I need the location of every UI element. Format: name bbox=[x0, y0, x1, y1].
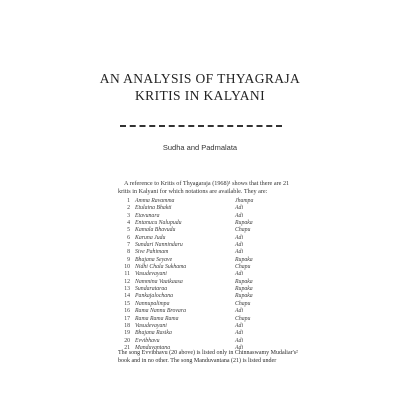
kriti-tala: Chapu bbox=[235, 227, 251, 234]
kriti-name: Sundarataraa bbox=[135, 286, 168, 293]
kriti-tala: Adi bbox=[235, 242, 244, 249]
kriti-number: 15 bbox=[124, 300, 130, 307]
kriti-number: 17 bbox=[124, 315, 130, 322]
kriti-name: Bhajana Rasika bbox=[135, 330, 172, 337]
kriti-name: Nidhi Chala Sukhama bbox=[135, 264, 187, 271]
kriti-row bbox=[118, 286, 278, 293]
kriti-row bbox=[118, 249, 278, 256]
kriti-row bbox=[118, 242, 278, 249]
kriti-row bbox=[118, 264, 278, 271]
kriti-row bbox=[118, 271, 278, 278]
intro-line-2: kritis in Kalyani for which notations are available. They are: bbox=[118, 188, 268, 195]
kriti-number: 5 bbox=[127, 227, 130, 234]
kriti-tala: Rupaka bbox=[235, 286, 253, 293]
kriti-row bbox=[118, 323, 278, 330]
kriti-number: 6 bbox=[127, 234, 130, 241]
kriti-number: 4 bbox=[127, 220, 130, 227]
kriti-tala: Adi bbox=[235, 344, 244, 351]
kriti-tala: Chapu bbox=[235, 300, 251, 307]
kriti-row bbox=[118, 330, 278, 337]
kriti-number: 19 bbox=[124, 330, 130, 337]
kriti-name: Rama Rama Rama bbox=[135, 315, 179, 322]
kriti-name: Manduvantana bbox=[135, 344, 171, 351]
kriti-name: Kamala Bhavudu bbox=[135, 227, 176, 234]
kriti-tala: Adi bbox=[235, 205, 244, 212]
authors: Sudha and Padmalata bbox=[162, 143, 238, 152]
kriti-tala: Adi bbox=[235, 322, 244, 329]
kriti-number: 18 bbox=[124, 322, 130, 329]
kriti-row bbox=[118, 235, 278, 242]
kriti-tala: Rupaka bbox=[235, 278, 253, 285]
kriti-row bbox=[118, 205, 278, 212]
kriti-number: 20 bbox=[124, 337, 130, 344]
kriti-name: Entanucu Nalupudu bbox=[135, 220, 182, 227]
kriti-tala: Adi bbox=[235, 249, 244, 256]
kriti-name: Sive Pahimam bbox=[135, 249, 169, 256]
kriti-tala: Chapu bbox=[235, 264, 251, 271]
kriti-number: 8 bbox=[127, 249, 130, 256]
kriti-number: 14 bbox=[124, 293, 130, 300]
separator-rule bbox=[120, 125, 282, 127]
kriti-row bbox=[118, 198, 278, 205]
kriti-number: 2 bbox=[127, 205, 130, 212]
kriti-row bbox=[118, 213, 278, 220]
kriti-name: Evvibhavu bbox=[135, 337, 160, 344]
kriti-number: 7 bbox=[127, 242, 130, 249]
kriti-tala: Chapu bbox=[235, 315, 251, 322]
kriti-tala: Adi bbox=[235, 308, 244, 315]
kriti-list bbox=[118, 198, 278, 352]
kriti-row bbox=[118, 316, 278, 323]
kriti-number: 10 bbox=[124, 264, 130, 271]
title-line-2: KRITIS IN KALYANI bbox=[135, 88, 265, 103]
kriti-tala: Adi bbox=[235, 337, 244, 344]
kriti-tala: Rupaka bbox=[235, 220, 253, 227]
kriti-name: Pankajalochana bbox=[135, 293, 173, 300]
kriti-row bbox=[118, 293, 278, 300]
kriti-row bbox=[118, 227, 278, 234]
kriti-name: Etulaina Bhakti bbox=[135, 205, 172, 212]
kriti-number: 9 bbox=[127, 256, 130, 263]
kriti-row bbox=[118, 220, 278, 227]
kriti-tala: Jhampa bbox=[235, 198, 254, 204]
kriti-name: Nannupalimpa bbox=[135, 300, 170, 307]
kriti-number: 11 bbox=[124, 271, 130, 278]
kriti-row bbox=[118, 308, 278, 315]
kriti-name: Sundari Nannindaru bbox=[135, 242, 183, 249]
kriti-name: Amma Ravamma bbox=[135, 198, 175, 204]
kriti-row bbox=[118, 301, 278, 308]
kriti-name: Etavunara bbox=[135, 212, 160, 219]
kriti-tala: Adi bbox=[235, 271, 244, 278]
kriti-row bbox=[118, 279, 278, 286]
kriti-tala: Rupaka bbox=[235, 256, 253, 263]
kriti-name: Karuna Judu bbox=[135, 234, 166, 241]
kriti-number: 16 bbox=[124, 308, 130, 315]
kriti-row bbox=[118, 338, 278, 345]
kriti-name: Bhajana Seyave bbox=[135, 256, 173, 263]
kriti-tala: Adi bbox=[235, 212, 244, 219]
kriti-number: 3 bbox=[127, 212, 130, 219]
kriti-number: 13 bbox=[124, 286, 130, 293]
kriti-number: 21 bbox=[124, 344, 130, 351]
intro-line-1: A reference to Kritis of Thyagaraja (1968)¹ shows that there are 21 bbox=[124, 180, 290, 187]
kriti-tala: Adi bbox=[235, 330, 244, 337]
kriti-number: 1 bbox=[127, 198, 130, 204]
kriti-name: Vasudevayani bbox=[135, 322, 167, 329]
kriti-row bbox=[118, 257, 278, 264]
kriti-name: Rama Nannu Brovara bbox=[135, 308, 186, 315]
kriti-tala: Adi bbox=[235, 234, 244, 241]
title-line-1: AN ANALYSIS OF THYAGRAJA bbox=[99, 71, 301, 86]
kriti-name: Vasudevayani bbox=[135, 271, 167, 278]
kriti-number: 12 bbox=[124, 278, 130, 285]
kriti-name: Nammina Vaaikaasa bbox=[135, 278, 183, 285]
kriti-tala: Rupaka bbox=[235, 293, 253, 300]
paragraph-line-2: book and in no other. The song Manduvantana (21) is listed under bbox=[118, 358, 277, 364]
paragraph-line-1: The song Evvibhavu (20 above) is listed only in Chinnaswamy Mudaliar's² bbox=[118, 350, 298, 356]
